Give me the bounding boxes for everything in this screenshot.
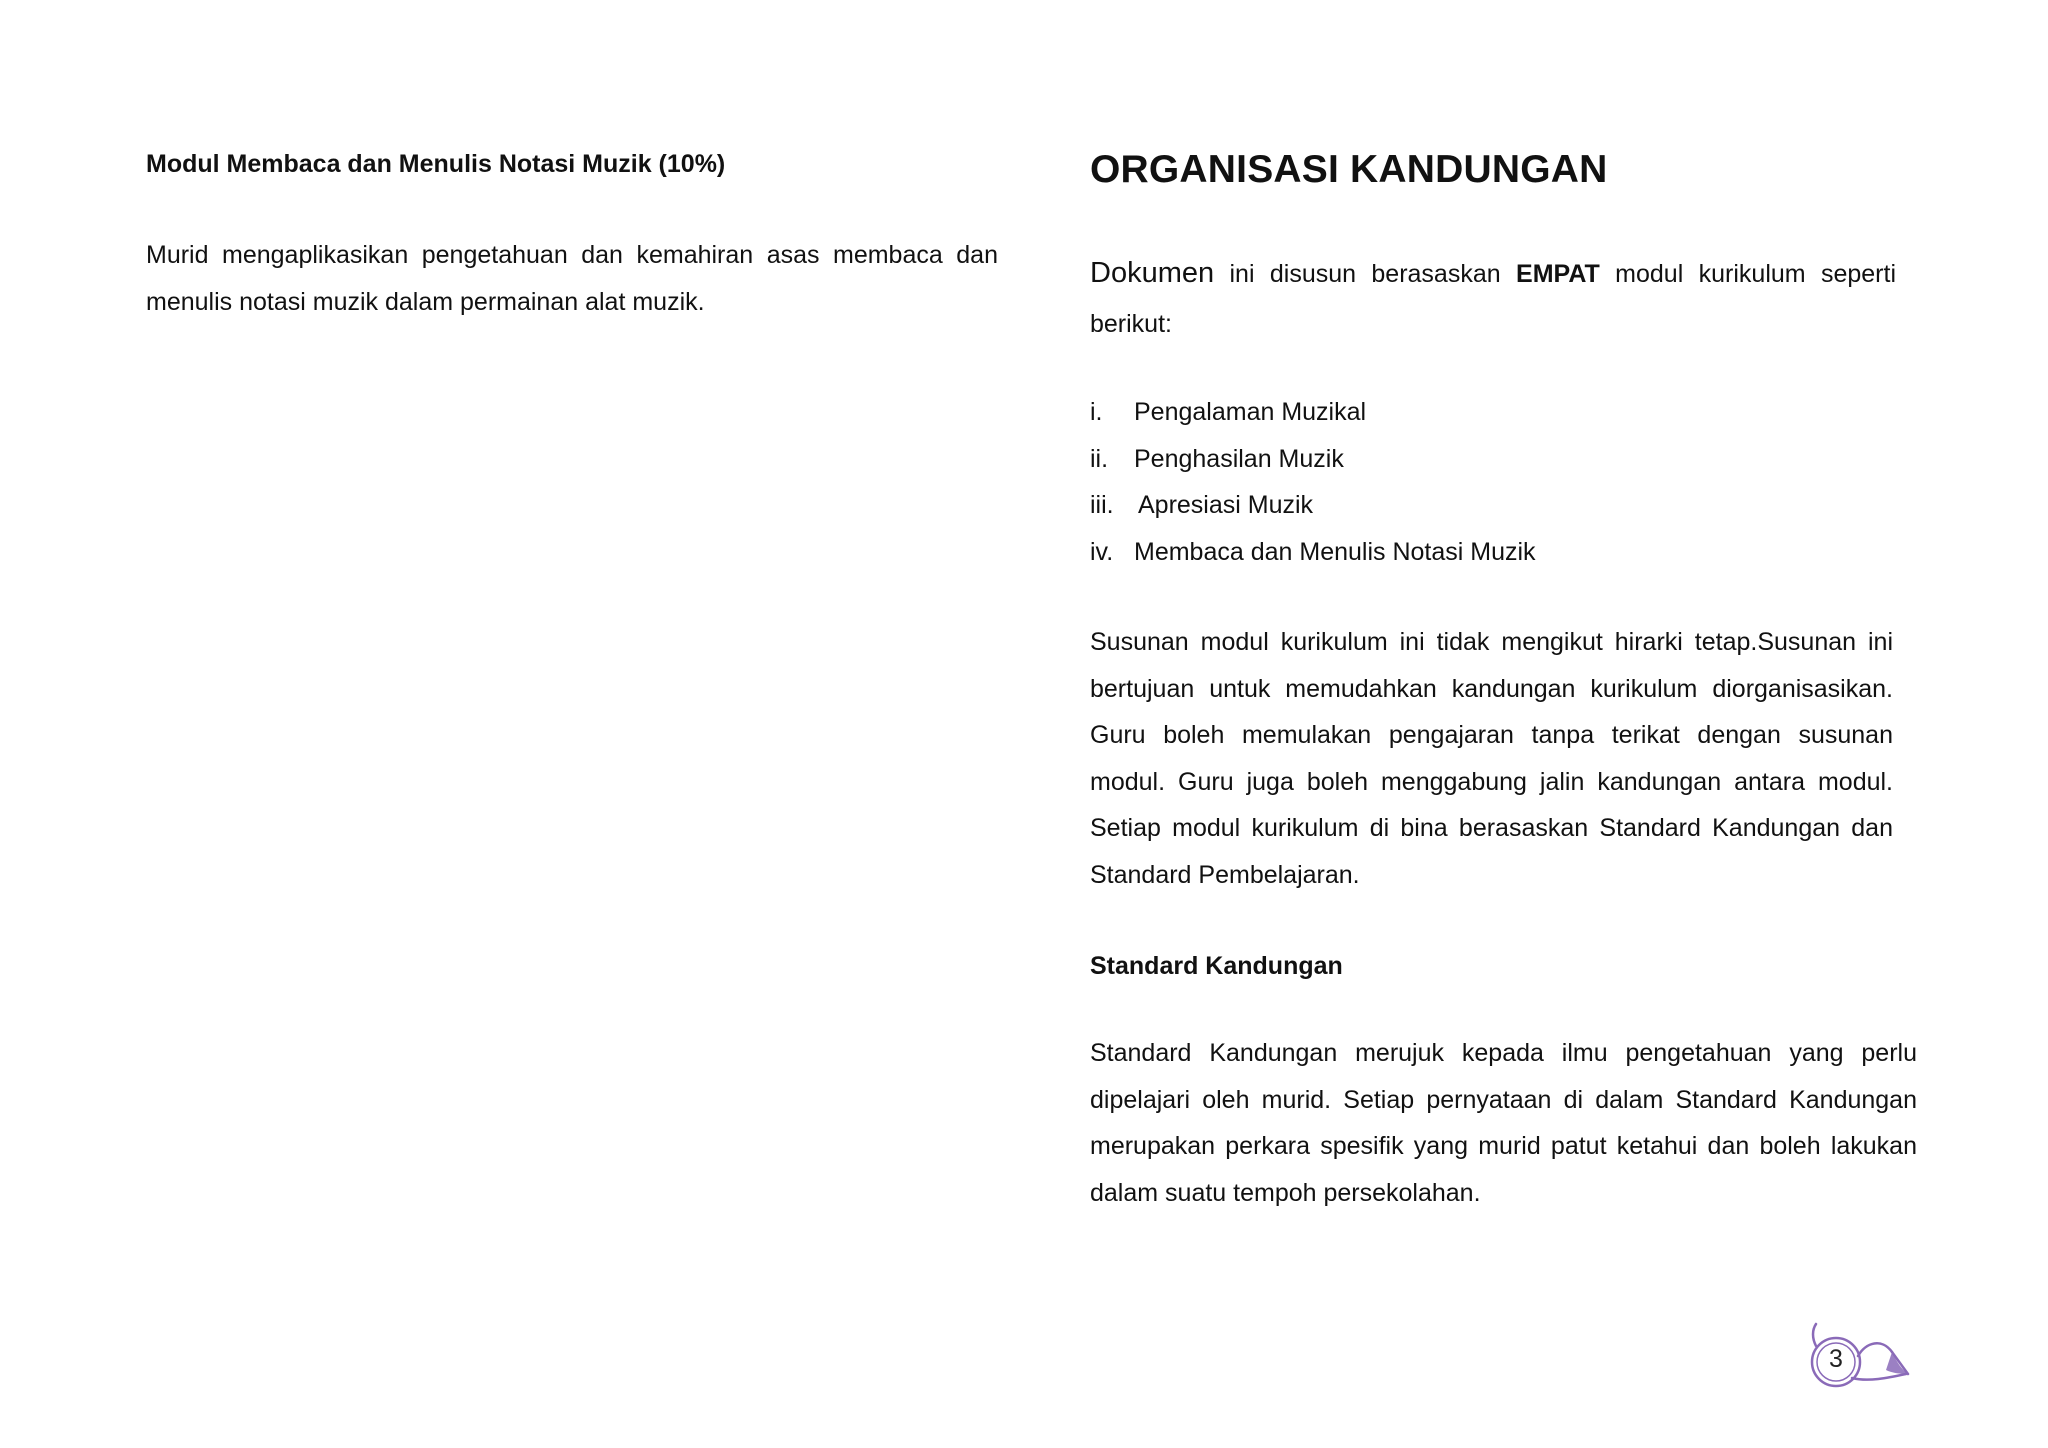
list-item-label: Penghasilan Muzik xyxy=(1134,444,1344,473)
list-item xyxy=(1090,529,1920,576)
list-item-number: ii. xyxy=(1090,444,1109,473)
list-item-label: Pengalaman Muzikal xyxy=(1134,398,1367,426)
standard-paragraph: Standard Kandungan merujuk kepada ilmu pengetahuan yang perlu dipelajari oleh murid. Setiap pernyataan di dalam Standard Kandungan merupakan perkara spesifik yang murid patut ketahui dan boleh lakukan dalam suatu tempoh persekolahan. xyxy=(1090,1039,1917,1207)
intro-text-1: ini disusun berasaskan xyxy=(1214,260,1517,288)
module-heading: Modul Membaca dan Menulis Notasi Muzik (10%) xyxy=(146,150,726,178)
module-description: Murid mengaplikasikan pengetahuan dan kemahiran asas membaca dan menulis notasi muzik dalam permainan alat muzik. xyxy=(146,241,998,316)
list-item-label: Membaca dan Menulis Notasi Muzik xyxy=(1134,537,1536,566)
list-item-number: iv. xyxy=(1090,537,1114,566)
intro-emphasis: EMPAT xyxy=(1516,260,1600,288)
page-title: ORGANISASI KANDUNGAN xyxy=(1090,148,1608,191)
module-list xyxy=(1090,389,1920,575)
list-item xyxy=(1090,436,1920,483)
left-column xyxy=(146,146,998,325)
list-item-label: Apresiasi Muzik xyxy=(1138,491,1314,519)
section-heading: Standard Kandungan xyxy=(1090,952,1343,980)
intro-text-2: modul kurikulum seperti berikut: xyxy=(1090,260,1896,338)
intro-paragraph xyxy=(1090,248,1896,349)
right-column xyxy=(1090,140,1920,1216)
page-number-badge xyxy=(1796,1316,1926,1396)
list-item xyxy=(1090,482,1920,529)
list-item-number: iii. xyxy=(1090,491,1114,519)
organisation-paragraph: Susunan modul kurikulum ini tidak mengikut hirarki tetap.Susunan ini bertujuan untuk memudahkan kandungan kurikulum diorganisasikan. Guru boleh memulakan pengajaran tanpa terikat dengan susunan modul. Guru juga boleh menggabung jalin kandungan antara modul. Setiap modul kurikulum di bina berasaskan Standard Kandungan dan Standard Pembelajaran. xyxy=(1090,628,1893,889)
intro-lead: Dokumen xyxy=(1090,257,1215,289)
page-number: 3 xyxy=(1829,1345,1843,1373)
list-item xyxy=(1090,389,1920,436)
list-item-number: i. xyxy=(1090,398,1103,426)
